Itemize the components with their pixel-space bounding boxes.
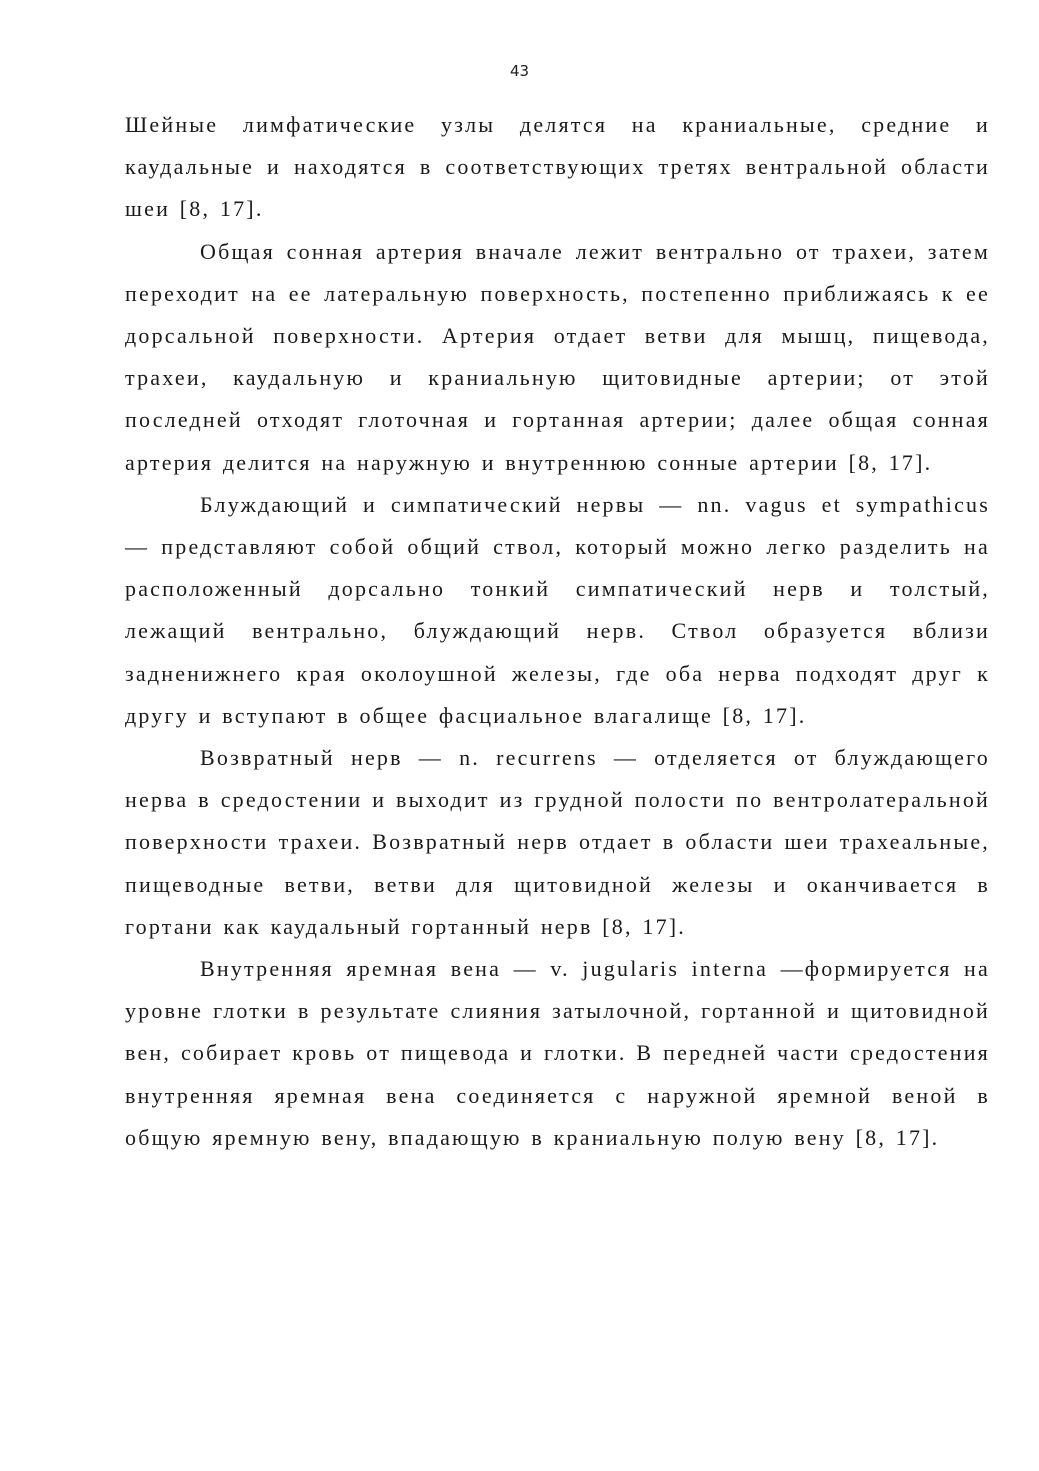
paragraph-cervical-lymph-nodes: Шейные лимфатические узлы делятся на краниальные, средние и каудальные и находятся в соответствующих третях вентральной области шеи [8, 17]. xyxy=(125,112,990,222)
page-number: 43 xyxy=(509,62,530,80)
paragraph-common-carotid-artery: Общая сонная артерия вначале лежит вентрально от трахеи, затем переходит на ее латеральную поверхность, постепенно приближаясь к ее дорсальной поверхности. Артерия отдает ветви для мышц, пищевода, трахеи, каудальную и краниальную щитовидные артерии; от этой последней отходят глоточная и гортанная артерии; далее общая сонная артерия делится на наружную и внутреннюю сонные артерии [8, 17]. xyxy=(125,238,990,475)
paragraph-internal-jugular-vein: Внутренняя яремная вена — v. jugularis interna —формируется на уровне глотки в результате слияния затылочной, гортанной и щитовидной вен, собирает кровь от пищевода и глотки. В передней части средостения внутренняя яремная вена соединяется с наружной яремной веной в общую яремную вену, впадающую в краниальную полую вену [8, 17]. xyxy=(125,956,990,1150)
body-text xyxy=(125,104,990,1159)
paragraph-recurrent-nerve: Возвратный нерв — n. recurrens — отделяется от блуждающего нерва в средостении и выходит из грудной полости по вентролатеральной поверхности трахеи. Возвратный нерв отдает в области шеи трахеальные, пищеводные ветви, ветви для щитовидной железы и оканчивается в гортани как каудальный гортанный нерв [8, 17]. xyxy=(125,745,990,939)
paragraph-vagus-sympathetic-nerves: Блуждающий и симпатический нервы — nn. vagus et sympathicus — представляют собой общий ствол, который можно легко разделить на расположенный дорсально тонкий симпатический нерв и толстый, лежащий вентрально, блуждающий нерв. Ствол образуется вблизи задненижнего края околоушной железы, где оба нерва подходят друг к другу и вступают в общее фасциальное влагалище [8, 17]. xyxy=(125,491,990,728)
